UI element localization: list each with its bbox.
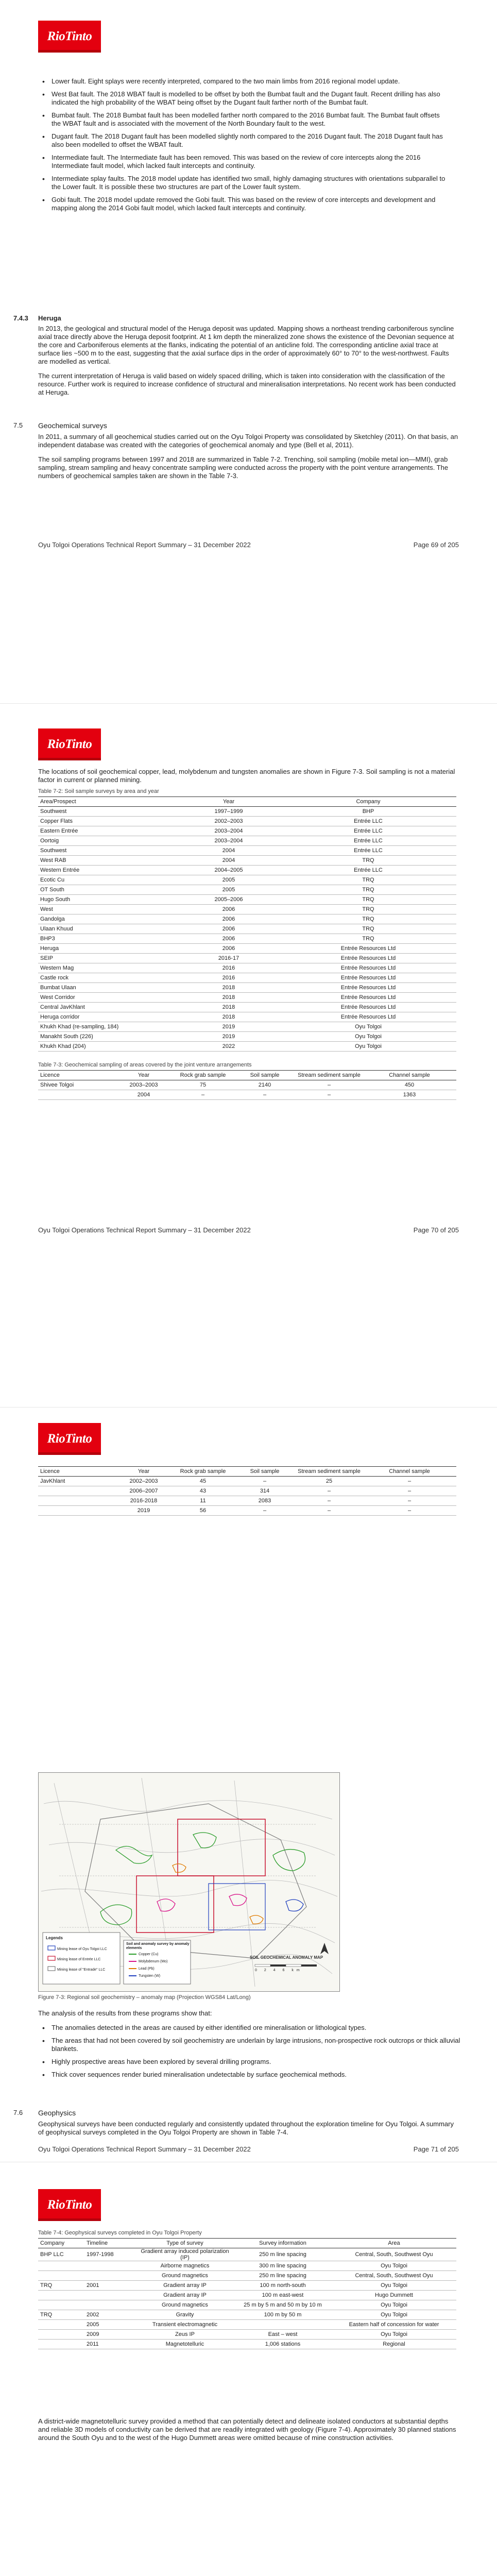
col-header-licence: Licence <box>38 1071 115 1080</box>
table-cell: Entrée Resources Ltd <box>280 1003 456 1012</box>
table-cell: Oyu Tolgoi <box>332 2330 456 2340</box>
table-cell: TRQ <box>280 924 456 934</box>
table-cell: 2005 <box>84 2320 136 2330</box>
table-cell: 2005 <box>177 875 280 885</box>
table-cell: 250 m line spacing <box>234 2248 332 2261</box>
table-cell: 2016-2018 <box>115 1496 172 1506</box>
table-row <box>38 924 456 934</box>
table-cell: TRQ <box>280 914 456 924</box>
table-cell: 2018 <box>177 1012 280 1022</box>
table-cell <box>38 2300 84 2310</box>
table-cell <box>38 2330 84 2340</box>
table-cell: – <box>296 1080 363 1090</box>
section-title-geophysics: Geophysics <box>38 2109 76 2117</box>
table-cell: Khukh Khad (re-sampling, 184) <box>38 1022 177 1032</box>
col-header-stream: Stream sediment sample <box>296 1467 363 1477</box>
table-cell: Entrée Resources Ltd <box>280 1012 456 1022</box>
fault-bullet: • Gobi fault. The 2018 model update removed the Gobi fault. This was based on the review of core intercepts and development and mapping along the 2014 Gobi fault model, which lacked fault intercepts and continuity. <box>38 196 450 212</box>
table-cell: Entrée Resources Ltd <box>280 973 456 983</box>
table-cell: TRQ <box>280 895 456 905</box>
table-row <box>38 963 456 973</box>
col-header-company: Company <box>280 797 456 807</box>
table-cell: 2140 <box>234 1080 296 1090</box>
geochemical-paragraph-2: The soil sampling programs between 1997 and 2018 are summarized in Table 7-2. Trenching, soil sampling (mobile metal ion—MMI), grab sampling, stream sampling and heavy concentrate sampling were conducted across the property with the point venture arrangements. The numbers of geochemical samples taken are shown in the Table 7-3. <box>38 455 449 480</box>
table-cell <box>84 2271 136 2281</box>
table-cell: 2011 <box>84 2340 136 2349</box>
table-row <box>38 846 456 856</box>
table-cell: 2019 <box>177 1022 280 1032</box>
table-row <box>38 1032 456 1042</box>
table-cell: Entrée Resources Ltd <box>280 944 456 954</box>
table-row <box>38 905 456 914</box>
table-cell <box>38 1496 115 1506</box>
col-header-soil: Soil sample <box>234 1467 296 1477</box>
table-cell: TRQ <box>280 934 456 944</box>
col-header-survey-type: Type of survey <box>136 2239 234 2248</box>
table-cell: 2006 <box>177 934 280 944</box>
rio-tinto-logo: RioTinto <box>38 2189 101 2221</box>
legend-item: Tungsten (W) <box>139 1974 161 1978</box>
table-cell: 2002 <box>84 2310 136 2320</box>
page-71 <box>0 1408 497 2111</box>
table-cell <box>84 2300 136 2310</box>
table-cell: 2005 <box>177 885 280 895</box>
table-row <box>38 895 456 905</box>
table-cell <box>38 2340 84 2349</box>
table-row <box>38 856 456 866</box>
table-cell: – <box>363 1496 456 1506</box>
table-row <box>38 875 456 885</box>
table-cell: Oyu Tolgoi <box>332 2310 456 2320</box>
table-cell: Oyu Tolgoi <box>280 1032 456 1042</box>
table-cell: Gravity <box>136 2310 234 2320</box>
table-cell: 100 m north-south <box>234 2281 332 2291</box>
table-row <box>38 1042 456 1052</box>
col-header-stream: Stream sediment sample <box>296 1071 363 1080</box>
table-cell: 2004–2005 <box>177 866 280 875</box>
table-cell: 314 <box>234 1486 296 1496</box>
table-cell: 2002–2003 <box>177 817 280 826</box>
table-cell <box>84 2291 136 2300</box>
geochemical-sampling-table-continued <box>38 1466 456 1516</box>
table-cell <box>38 1090 115 1100</box>
table-cell: Hugo Dummett <box>332 2291 456 2300</box>
heruga-paragraph-2: The current interpretation of Heruga is valid based on widely spaced drilling, which is taken into consideration with the classification of the resource. Further work is required to increase confidence of structural and mineralisation interpretations. No recent work has been conducted at Heruga. <box>38 372 456 396</box>
col-header-area: Area <box>332 2239 456 2248</box>
table-row <box>38 2261 456 2271</box>
section-title-heruga: Heruga <box>38 314 61 322</box>
table-cell: West RAB <box>38 856 177 866</box>
table-row <box>38 993 456 1003</box>
table-cell: Central, South, Southwest Oyu <box>332 2248 456 2261</box>
table-cell: Ground magnetics <box>136 2271 234 2281</box>
table-row <box>38 2320 456 2330</box>
footer-page-number: Page 70 of 205 <box>413 1226 459 1234</box>
table-cell: Transient electromagnetic <box>136 2320 234 2330</box>
table-cell: 1997–1999 <box>177 807 280 817</box>
map-legend-soil-list <box>139 1951 167 1980</box>
table-cell: 100 m east-west <box>234 2291 332 2300</box>
table-cell: 2009 <box>84 2330 136 2340</box>
table-cell: Oyu Tolgoi <box>332 2281 456 2291</box>
soil-survey-table <box>38 796 456 1052</box>
rio-tinto-logo: RioTinto <box>38 728 101 760</box>
table-cell: Heruga <box>38 944 177 954</box>
col-header-year: Year <box>115 1467 172 1477</box>
footer-title: Oyu Tolgoi Operations Technical Report Summary – 31 December 2022 <box>38 541 251 549</box>
rio-tinto-logo: RioTinto <box>38 21 101 53</box>
table-cell: 2003–2004 <box>177 826 280 836</box>
table-cell: Oyu Tolgoi <box>332 2261 456 2271</box>
table-row <box>38 866 456 875</box>
legend-item: Molybdenum (Mo) <box>139 1960 168 1963</box>
table-cell: Heruga corridor <box>38 1012 177 1022</box>
table-cell: 450 <box>363 1080 456 1090</box>
table-cell: 75 <box>172 1080 234 1090</box>
table-row <box>38 1022 456 1032</box>
table-cell: Regional <box>332 2340 456 2349</box>
table-row <box>38 2310 456 2320</box>
table-cell: 1,006 stations <box>234 2340 332 2349</box>
table-cell: 2006 <box>177 905 280 914</box>
table-cell: Entrée LLC <box>280 817 456 826</box>
table-cell: Ulaan Khuud <box>38 924 177 934</box>
table-cell: Southwest <box>38 846 177 856</box>
page-72 <box>0 2162 497 2576</box>
analysis-bullet-list <box>38 2024 460 2079</box>
table-cell: Oyu Tolgoi <box>332 2300 456 2310</box>
geophysics-paragraph: Geophysical surveys have been conducted regularly and consistently updated throughout the exploration timeline for Oyu Tolgoi. A summary of geophysical surveys completed in the Oyu Tolgoi Property are shown in Table 7-4. <box>38 2120 454 2136</box>
table-cell: Southwest <box>38 807 177 817</box>
map-title: SOIL GEOCHEMICAL ANOMALY MAP <box>250 1955 323 1960</box>
table-cell: 2018 <box>177 993 280 1003</box>
table-row <box>38 2330 456 2340</box>
table-cell: Oyu Tolgoi <box>280 1022 456 1032</box>
table-cell: Airborne magnetics <box>136 2261 234 2271</box>
table-cell: 2022 <box>177 1042 280 1052</box>
geochemical-paragraph-1: In 2011, a summary of all geochemical studies carried out on the Oyu Tolgoi Property was consolidated by Sketchley (2011). On that basis, an independent database was created with the categories of geochemical anomaly and type (Bell et al, 2011). <box>38 433 458 449</box>
table-cell: 2004 <box>177 846 280 856</box>
table-cell: Entrée LLC <box>280 826 456 836</box>
table-cell: OT South <box>38 885 177 895</box>
table-7-4-caption: Table 7-4: Geophysical surveys completed in Oyu Tolgoi Property <box>38 2230 202 2236</box>
table-row <box>38 973 456 983</box>
table-cell: Gradient array induced polarization (IP) <box>136 2248 234 2261</box>
table-cell: 2002–2003 <box>115 1477 172 1486</box>
geochemical-body <box>38 433 460 486</box>
fault-bullet: • Bumbat fault. The 2018 Bumbat fault has been modelled farther north compared to the 2016 Bumbat fault. The Bumbat fault offsets the WBAT fault and is associated with the movement of the North Boundary fault to the west. <box>38 111 450 128</box>
geophysics-body <box>38 2120 460 2143</box>
map-legend-soil-title: Soil and anomaly survey by anomaly elements <box>126 1942 190 1950</box>
table-cell: Western Mag <box>38 963 177 973</box>
closing-paragraph: A district-wide magnetotelluric survey provided a method that can potentially detect and delineate isolated conductors at substantial depths and reliable 3D models of conductivity can be derived that are readily integrated with geology (Figure 7-4). Approximately 30 planned stations around the South Oyu and to the west of the Hugo Dummett areas were omitted because of mine construction activities. <box>38 2417 456 2442</box>
table-cell: 1997-1998 <box>84 2248 136 2261</box>
table-cell: BHP LLC <box>38 2248 84 2261</box>
table-cell: Gradient array IP <box>136 2291 234 2300</box>
table-cell: Oortoig <box>38 836 177 846</box>
table-cell: 2016-17 <box>177 954 280 963</box>
table-cell: Entrée Resources Ltd <box>280 963 456 973</box>
table-row <box>38 954 456 963</box>
col-header-rock-grab: Rock grab sample <box>172 1467 234 1477</box>
fault-bullet: • Intermediate splay faults. The 2018 model update has identified two small, highly damaging structures with orientations subparallel to the Lower fault. It is possible these two structures are part of the Lower fault system. <box>38 175 450 191</box>
page-70 <box>0 704 497 1407</box>
heruga-paragraph-1: In 2013, the geological and structural model of the Heruga deposit was updated. Mapping shows a northeast trending carboniferous syncline axial trace directly above the Heruga deposit footprint. At 1 km depth the mineralized zone shows the existence of the Devonian sequence at the core and Carboniferous elements at the flanks, indicating the potential of an anticline fold. The corresponding anticline axial trace at surface lies ~500 m to the east, suggesting that the axial surface dips in the order of approximately 60° to 70° to the west-northwest. Faults are modelled as vertical. <box>38 325 454 365</box>
section-number-7-5: 7.5 <box>13 421 23 429</box>
soil-intro-paragraph: The locations of soil geochemical copper, lead, molybdenum and tungsten anomalies are shown in Figure 7-3. Soil sampling is not a material factor in current or planned mining. <box>38 768 455 784</box>
table-cell <box>38 1486 115 1496</box>
table-cell: 2019 <box>115 1506 172 1516</box>
table-row <box>38 2281 456 2291</box>
table-row <box>38 1090 456 1100</box>
page-70-intro <box>38 768 460 790</box>
table-cell: 2004 <box>115 1090 172 1100</box>
table-cell: Khukh Khad (204) <box>38 1042 177 1052</box>
table-cell: Central, South, Southwest Oyu <box>332 2271 456 2281</box>
table-cell: 2016 <box>177 973 280 983</box>
table-cell: Gradient array IP <box>136 2281 234 2291</box>
table-cell: Hugo South <box>38 895 177 905</box>
table-cell <box>38 2320 84 2330</box>
table-row <box>38 914 456 924</box>
table-row <box>38 1012 456 1022</box>
table-cell: 43 <box>172 1486 234 1496</box>
table-cell: Zeus IP <box>136 2330 234 2340</box>
table-cell <box>84 2261 136 2271</box>
table-cell: 2006–2007 <box>115 1486 172 1496</box>
table-cell: Castle rock <box>38 973 177 983</box>
section-number-7-6: 7.6 <box>13 2109 23 2116</box>
table-row <box>38 983 456 993</box>
fault-bullet: • West Bat fault. The 2018 WBAT fault is modelled to be offset by both the Bumbat fault and the Dugant fault. Recent drilling has also indicated the high probability of the WBAT being offset by the Dugant fault farther north of the Bumbat fault. <box>38 90 450 107</box>
legend-item: Mining lease of Oyu Tolgoi LLC <box>57 1947 107 1951</box>
table-row <box>38 1496 456 1506</box>
legend-item: Lead (Pb) <box>139 1967 155 1971</box>
col-header-channel: Channel sample <box>363 1071 456 1080</box>
table-cell: 2006 <box>177 924 280 934</box>
analysis-intro: The analysis of the results from these programs show that: <box>38 2009 212 2017</box>
table-7-2-caption: Table 7-2: Soil sample surveys by area and year <box>38 788 159 794</box>
soil-geochemical-anomaly-map <box>38 1772 340 1992</box>
table-cell: Entrée LLC <box>280 866 456 875</box>
table-cell: West Corridor <box>38 993 177 1003</box>
table-cell: TRQ <box>280 875 456 885</box>
table-cell: Entrée LLC <box>280 846 456 856</box>
col-header-survey-info: Survey information <box>234 2239 332 2248</box>
table-cell: – <box>234 1506 296 1516</box>
table-cell: Ecotic Cu <box>38 875 177 885</box>
map-legend-title: Legends <box>46 1936 63 1940</box>
heruga-body <box>38 325 460 403</box>
table-cell: 1363 <box>363 1090 456 1100</box>
table-row <box>38 2248 456 2261</box>
map-legend-list <box>57 1944 107 1975</box>
page-69 <box>0 0 497 703</box>
magnetotelluric-body <box>38 2417 460 2448</box>
col-header-soil: Soil sample <box>234 1071 296 1080</box>
table-cell: – <box>296 1090 363 1100</box>
table-cell: Oyu Tolgoi <box>280 1042 456 1052</box>
table-cell: 25 m by 5 m and 50 m by 10 m <box>234 2300 332 2310</box>
table-cell: BHP <box>280 807 456 817</box>
table-cell: 2018 <box>177 1003 280 1012</box>
col-header-timeline: Timeline <box>84 2239 136 2248</box>
table-cell: Magnetotelluric <box>136 2340 234 2349</box>
section-number-7-4-3: 7.4.3 <box>13 314 28 322</box>
table-cell: Copper Flats <box>38 817 177 826</box>
table-cell: – <box>363 1486 456 1496</box>
table-cell: – <box>296 1496 363 1506</box>
table-cell: TRQ <box>280 856 456 866</box>
table-cell: – <box>234 1090 296 1100</box>
table-cell: – <box>234 1477 296 1486</box>
table-cell: 100 m by 50 m <box>234 2310 332 2320</box>
table-cell: Entrée Resources Ltd <box>280 993 456 1003</box>
table-row <box>38 826 456 836</box>
table-cell: – <box>363 1506 456 1516</box>
legend-item: Mining lease of Entrée LLC <box>57 1958 101 1961</box>
analysis-bullet: • The anomalies detected in the areas are caused by either identified ore mineralisation or lithological types. <box>38 2024 460 2032</box>
col-header-rock-grab: Rock grab sample <box>172 1071 234 1080</box>
table-cell: – <box>296 1506 363 1516</box>
table-cell: JavKhlant <box>38 1477 115 1486</box>
col-header-licence: Licence <box>38 1467 115 1477</box>
table-cell: Manakht South (226) <box>38 1032 177 1042</box>
footer-title: Oyu Tolgoi Operations Technical Report Summary – 31 December 2022 <box>38 2145 251 2153</box>
table-cell: Entrée Resources Ltd <box>280 983 456 993</box>
table-cell: 300 m line spacing <box>234 2261 332 2271</box>
col-header-year: Year <box>115 1071 172 1080</box>
table-cell: Shivee Tolgoi <box>38 1080 115 1090</box>
fault-list-section <box>38 77 450 217</box>
table-row <box>38 1506 456 1516</box>
section-title-geochemical-surveys: Geochemical surveys <box>38 421 107 430</box>
table-cell: – <box>363 1477 456 1486</box>
table-cell: 2016 <box>177 963 280 973</box>
table-7-3-caption: Table 7-3: Geochemical sampling of areas covered by the joint venture arrangements <box>38 1062 252 1068</box>
table-row <box>38 1486 456 1496</box>
fault-bullet: • Lower fault. Eight splays were recently interpreted, compared to the two main limbs from 2016 regional model update. <box>38 77 450 86</box>
legend-item: Mining lease of "Entrade" LLC <box>57 1968 106 1972</box>
table-cell: Eastern Entrée <box>38 826 177 836</box>
legend-item: Copper (Cu) <box>139 1953 159 1956</box>
table-row <box>38 885 456 895</box>
table-cell: Entrée LLC <box>280 836 456 846</box>
table-cell: TRQ <box>38 2310 84 2320</box>
table-cell: 2019 <box>177 1032 280 1042</box>
table-row <box>38 944 456 954</box>
table-cell: – <box>296 1486 363 1496</box>
table-cell: 2006 <box>177 914 280 924</box>
table-cell: Bumbat Ulaan <box>38 983 177 993</box>
table-cell: East – west <box>234 2330 332 2340</box>
figure-7-3-caption: Figure 7-3: Regional soil geochemistry – anomaly map (Projection WGS84 Lat/Long) <box>38 1994 251 2001</box>
col-header-channel: Channel sample <box>363 1467 456 1477</box>
table-cell: West <box>38 905 177 914</box>
table-cell: TRQ <box>38 2281 84 2291</box>
table-row <box>38 1477 456 1486</box>
table-row <box>38 817 456 826</box>
table-cell <box>38 2291 84 2300</box>
table-row <box>38 2271 456 2281</box>
table-row <box>38 807 456 817</box>
fault-bullet-list <box>38 77 450 212</box>
table-cell: 2003–2003 <box>115 1080 172 1090</box>
table-row <box>38 2300 456 2310</box>
table-row <box>38 2340 456 2349</box>
col-header-company: Company <box>38 2239 84 2248</box>
table-cell: 2004 <box>177 856 280 866</box>
table-cell: 11 <box>172 1496 234 1506</box>
table-cell: 2003–2004 <box>177 836 280 846</box>
footer-page-number: Page 69 of 205 <box>413 541 459 549</box>
footer-title: Oyu Tolgoi Operations Technical Report Summary – 31 December 2022 <box>38 1226 251 1234</box>
table-cell: 2018 <box>177 983 280 993</box>
geochemical-sampling-table <box>38 1070 456 1100</box>
analysis-bullet: • The areas that had not been covered by soil geochemistry are underlain by large intrusions, non-prospective rock outcrops or thick alluvial blankets. <box>38 2037 460 2053</box>
col-header-area: Area/Prospect <box>38 797 177 807</box>
table-cell <box>38 1506 115 1516</box>
analysis-bullet: • Highly prospective areas have been explored by several drilling programs. <box>38 2058 460 2066</box>
table-cell: 2006 <box>177 944 280 954</box>
table-cell: Gandolga <box>38 914 177 924</box>
table-row <box>38 1080 456 1090</box>
table-cell: 45 <box>172 1477 234 1486</box>
table-cell: BHP3 <box>38 934 177 944</box>
table-cell: Entrée Resources Ltd <box>280 954 456 963</box>
table-cell <box>234 2320 332 2330</box>
table-cell: Eastern half of concession for water <box>332 2320 456 2330</box>
table-cell: Central JavKhlant <box>38 1003 177 1012</box>
table-cell <box>38 2261 84 2271</box>
fault-bullet: • Dugant fault. The 2018 Dugant fault has been modelled slightly north compared to the 2016 Dugant fault. The 2018 Dugant fault has also been modelled to offset the WBAT fault. <box>38 132 450 149</box>
col-header-year: Year <box>177 797 280 807</box>
table-cell: 250 m line spacing <box>234 2271 332 2281</box>
geophysical-survey-table <box>38 2238 456 2349</box>
table-cell: 56 <box>172 1506 234 1516</box>
analysis-section <box>38 2009 460 2083</box>
table-cell <box>38 2271 84 2281</box>
table-row <box>38 2291 456 2300</box>
table-row <box>38 1003 456 1012</box>
analysis-bullet: • Thick cover sequences render buried mineralisation undetectable by surface geochemical methods. <box>38 2071 460 2079</box>
table-cell: TRQ <box>280 905 456 914</box>
table-cell: TRQ <box>280 885 456 895</box>
table-row <box>38 934 456 944</box>
table-cell: 2083 <box>234 1496 296 1506</box>
table-cell: Western Entrée <box>38 866 177 875</box>
table-row <box>38 836 456 846</box>
table-cell: 25 <box>296 1477 363 1486</box>
table-cell: SEIP <box>38 954 177 963</box>
rio-tinto-logo: RioTinto <box>38 1423 101 1455</box>
footer-page-number: Page 71 of 205 <box>413 2145 459 2153</box>
table-cell: – <box>172 1090 234 1100</box>
map-scale: 0 2 4 6 km <box>255 1969 303 1972</box>
fault-bullet: • Intermediate fault. The Intermediate fault has been removed. This was based on the review of core intercepts along the 2016 Intermediate fault model, which lacked fault intercepts and continuity. <box>38 154 450 170</box>
table-cell: Ground magnetics <box>136 2300 234 2310</box>
table-cell: 2001 <box>84 2281 136 2291</box>
table-cell: 2005–2006 <box>177 895 280 905</box>
